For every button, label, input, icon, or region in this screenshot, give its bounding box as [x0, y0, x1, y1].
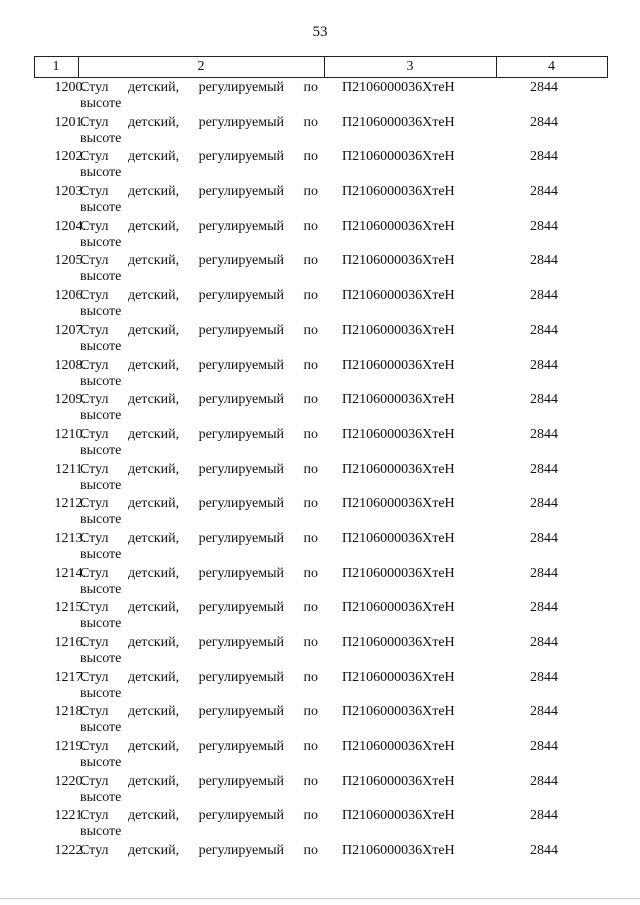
item-name-word: Стул	[80, 635, 109, 650]
item-name-line2: высоте	[80, 304, 122, 320]
item-name-word: детский,	[127, 426, 180, 442]
item-quantity: 2844	[530, 357, 558, 373]
item-name	[80, 670, 318, 702]
item-name-line2: высоте	[80, 338, 122, 354]
item-name-word: Стул	[80, 461, 109, 477]
item-name	[80, 600, 318, 632]
item-name-word: Стул	[80, 426, 109, 442]
item-name-word: по	[303, 669, 318, 685]
item-name-word: детский,	[127, 565, 180, 581]
item-name-word: регулируемый	[198, 773, 284, 789]
table-row	[34, 460, 608, 495]
item-quantity: 2844	[530, 669, 558, 685]
item-name-word: по	[303, 322, 318, 338]
item-name-word: детский,	[127, 530, 180, 546]
item-quantity: 2844	[530, 114, 558, 130]
item-name-word: детский,	[127, 288, 180, 304]
item-name-word: регулируемый	[198, 357, 284, 373]
item-name-word: регулируемый	[198, 461, 284, 477]
item-name	[80, 253, 318, 285]
page-bottom-line	[0, 898, 640, 899]
item-name-word: детский,	[127, 496, 180, 512]
item-name-line2: высоте	[80, 234, 122, 250]
table-row	[34, 772, 608, 807]
table-row	[34, 494, 608, 529]
item-code: П2106000036ХтеН	[342, 669, 455, 685]
table-header	[34, 56, 608, 78]
row-number: 1200.	[54, 80, 86, 95]
table-row	[34, 598, 608, 633]
item-name-word: Стул	[80, 843, 109, 859]
item-name-word: Стул	[80, 392, 109, 408]
item-name-word: по	[303, 288, 318, 304]
item-quantity: 2844	[530, 704, 558, 720]
column-header-2: 2	[197, 59, 205, 74]
item-name	[80, 427, 318, 459]
item-name-word: по	[303, 739, 318, 755]
item-name-line2: высоте	[80, 373, 122, 389]
item-name-word: по	[303, 843, 318, 859]
item-quantity: 2844	[530, 565, 558, 581]
item-code: П2106000036ХтеН	[342, 496, 455, 512]
item-name-word: по	[303, 149, 318, 165]
row-number: 1221.	[54, 808, 86, 824]
row-number: 1214.	[54, 565, 86, 581]
item-code: П2106000036ХтеН	[342, 218, 455, 234]
item-name-word: Стул	[80, 773, 109, 789]
item-name-line2: высоте	[80, 685, 122, 701]
table-body	[34, 78, 608, 876]
item-code: П2106000036ХтеН	[342, 253, 455, 269]
item-quantity: 2844	[530, 843, 558, 859]
item-name-line2: высоте	[80, 789, 122, 805]
item-code: П2106000036ХтеН	[342, 704, 455, 720]
item-name	[80, 149, 318, 181]
item-name-line2: высоте	[80, 720, 122, 736]
item-name-word: регулируемый	[198, 114, 284, 130]
item-name-word: Стул	[80, 565, 109, 581]
item-name	[80, 219, 318, 251]
item-name-word: Стул	[80, 218, 109, 234]
item-quantity: 2844	[530, 288, 558, 304]
item-name-line2: высоте	[80, 616, 122, 632]
row-number: 1204.	[54, 218, 86, 234]
item-name-word: по	[303, 357, 318, 373]
item-name-word: Стул	[80, 739, 109, 755]
item-name-word: Стул	[80, 600, 109, 616]
item-name-word: регулируемый	[198, 496, 284, 512]
item-name-line2: высоте	[80, 546, 122, 562]
table-row	[34, 286, 608, 321]
table-row	[34, 113, 608, 148]
item-name-word: Стул	[80, 288, 109, 304]
item-name	[80, 635, 318, 667]
item-name-word: регулируемый	[198, 426, 284, 442]
item-name-line2: высоте	[80, 512, 122, 528]
table-row	[34, 78, 608, 113]
items-table	[34, 56, 608, 876]
item-name-word: Стул	[80, 357, 109, 373]
item-name-word: Стул	[80, 808, 109, 824]
item-name-line2: высоте	[80, 96, 122, 111]
item-name	[80, 843, 318, 859]
item-name-word: регулируемый	[198, 600, 284, 616]
item-name-word: детский,	[127, 322, 180, 338]
item-name-word: детский,	[127, 80, 180, 95]
item-name-line2: высоте	[80, 651, 122, 666]
item-name-word: регулируемый	[198, 704, 284, 720]
table-row	[34, 182, 608, 217]
item-quantity: 2844	[530, 461, 558, 477]
item-name-word: детский,	[127, 704, 180, 720]
item-code: П2106000036ХтеН	[342, 149, 455, 165]
item-name-word: детский,	[127, 218, 180, 234]
item-name-word: по	[303, 773, 318, 789]
item-name-word: по	[303, 461, 318, 477]
row-number: 1212.	[54, 496, 86, 512]
item-name-word: детский,	[127, 253, 180, 269]
row-number: 1201.	[54, 114, 86, 130]
item-name	[80, 566, 318, 598]
item-name-word: детский,	[127, 357, 180, 373]
row-number: 1205.	[54, 253, 86, 269]
item-quantity: 2844	[530, 392, 558, 408]
item-code: П2106000036ХтеН	[342, 184, 455, 200]
item-name-line2: высоте	[80, 442, 122, 458]
item-name-word: регулируемый	[198, 149, 284, 165]
table-row	[34, 841, 608, 876]
item-name-word: по	[303, 218, 318, 234]
item-code: П2106000036ХтеН	[342, 565, 455, 581]
row-number: 1217.	[54, 669, 86, 685]
item-name	[80, 115, 318, 147]
item-name-line2: высоте	[80, 269, 122, 285]
item-name-word: регулируемый	[198, 565, 284, 581]
item-name-word: Стул	[80, 496, 109, 512]
row-number: 1202.	[54, 149, 86, 165]
item-quantity: 2844	[530, 322, 558, 338]
item-quantity: 2844	[530, 808, 558, 824]
item-quantity: 2844	[530, 635, 558, 650]
item-name-word: по	[303, 635, 318, 650]
item-name-line2: высоте	[80, 755, 122, 771]
item-name-word: регулируемый	[198, 392, 284, 408]
item-code: П2106000036ХтеН	[342, 530, 455, 546]
item-name-word: детский,	[127, 600, 180, 616]
item-name-word: регулируемый	[198, 184, 284, 200]
item-code: П2106000036ХтеН	[342, 426, 455, 442]
item-name-line2: высоте	[80, 824, 122, 840]
item-code: П2106000036ХтеН	[342, 773, 455, 789]
item-name-word: Стул	[80, 80, 109, 95]
column-header-3: 3	[406, 59, 414, 74]
item-name-word: Стул	[80, 322, 109, 338]
item-name-word: Стул	[80, 669, 109, 685]
item-name-word: регулируемый	[198, 808, 284, 824]
item-name-word: по	[303, 184, 318, 200]
item-name-word: Стул	[80, 114, 109, 130]
row-number: 1222.	[54, 843, 86, 859]
item-name-word: по	[303, 426, 318, 442]
item-code: П2106000036ХтеН	[342, 288, 455, 304]
item-code: П2106000036ХтеН	[342, 80, 455, 95]
item-name-word: регулируемый	[198, 288, 284, 304]
item-code: П2106000036ХтеН	[342, 322, 455, 338]
row-number: 1218.	[54, 704, 86, 720]
row-number: 1213.	[54, 530, 86, 546]
row-number: 1220.	[54, 773, 86, 789]
row-number: 1203.	[54, 184, 86, 200]
item-name-word: по	[303, 704, 318, 720]
item-name-word: регулируемый	[198, 635, 284, 650]
item-name-word: детский,	[127, 114, 180, 130]
table-row	[34, 251, 608, 286]
item-name-word: по	[303, 114, 318, 130]
item-name-word: по	[303, 253, 318, 269]
item-code: П2106000036ХтеН	[342, 635, 455, 650]
row-number: 1209.	[54, 392, 86, 408]
item-name	[80, 704, 318, 736]
item-name	[80, 358, 318, 390]
item-name-word: регулируемый	[198, 843, 284, 859]
item-name	[80, 392, 318, 424]
item-name-word: детский,	[127, 669, 180, 685]
item-name-word: по	[303, 565, 318, 581]
item-quantity: 2844	[530, 218, 558, 234]
item-code: П2106000036ХтеН	[342, 600, 455, 616]
row-number: 1206.	[54, 288, 86, 304]
item-name-word: детский,	[127, 773, 180, 789]
item-name-word: регулируемый	[198, 739, 284, 755]
item-name-line2: высоте	[80, 408, 122, 424]
table-row	[34, 356, 608, 391]
item-name-word: детский,	[127, 184, 180, 200]
page-number: 53	[312, 24, 328, 40]
item-name-word: по	[303, 392, 318, 408]
table-row	[34, 633, 608, 668]
row-number: 1216.	[54, 635, 86, 650]
item-code: П2106000036ХтеН	[342, 461, 455, 477]
column-header-4: 4	[548, 59, 555, 74]
item-quantity: 2844	[530, 184, 558, 200]
item-name-line2: высоте	[80, 477, 122, 493]
row-number: 1207.	[54, 322, 86, 338]
item-name	[80, 184, 318, 216]
item-name-word: детский,	[127, 461, 180, 477]
item-name-word: детский,	[127, 149, 180, 165]
item-name-word: по	[303, 80, 318, 95]
row-number: 1219.	[54, 739, 86, 755]
item-name-word: Стул	[80, 253, 109, 269]
item-name	[80, 774, 318, 806]
item-name-line2: высоте	[80, 200, 122, 216]
item-name-word: детский,	[127, 843, 180, 859]
item-name-word: по	[303, 808, 318, 824]
item-name	[80, 739, 318, 771]
table-row	[34, 147, 608, 182]
item-name-word: Стул	[80, 184, 109, 200]
item-name-word: регулируемый	[198, 218, 284, 234]
item-quantity: 2844	[530, 496, 558, 512]
item-name-word: детский,	[127, 392, 180, 408]
item-name-word: по	[303, 530, 318, 546]
item-name-word: регулируемый	[198, 530, 284, 546]
item-name	[80, 80, 318, 112]
row-number: 1211.	[55, 461, 86, 477]
item-quantity: 2844	[530, 253, 558, 269]
item-quantity: 2844	[530, 600, 558, 616]
item-quantity: 2844	[530, 530, 558, 546]
item-quantity: 2844	[530, 773, 558, 789]
item-name-line2: высоте	[80, 581, 122, 597]
table-row	[34, 217, 608, 252]
item-name-word: регулируемый	[198, 80, 284, 95]
table-row	[34, 737, 608, 772]
item-name	[80, 808, 318, 840]
table-row	[34, 529, 608, 564]
item-name-word: детский,	[127, 739, 180, 755]
item-code: П2106000036ХтеН	[342, 739, 455, 755]
item-name	[80, 323, 318, 355]
table-row	[34, 321, 608, 356]
item-code: П2106000036ХтеН	[342, 392, 455, 408]
item-name-word: детский,	[127, 808, 180, 824]
table-row	[34, 806, 608, 841]
item-name-word: Стул	[80, 704, 109, 720]
column-header-1: 1	[52, 59, 60, 74]
table-row	[34, 668, 608, 703]
item-code: П2106000036ХтеН	[342, 114, 455, 130]
table-row	[34, 390, 608, 425]
row-number: 1210.	[54, 426, 86, 442]
item-name	[80, 462, 318, 494]
item-name-word: регулируемый	[198, 322, 284, 338]
table-row	[34, 564, 608, 599]
item-name-line2: высоте	[80, 165, 122, 181]
item-name	[80, 531, 318, 563]
item-quantity: 2844	[530, 80, 558, 95]
table-row	[34, 425, 608, 460]
item-name-word: по	[303, 496, 318, 512]
item-name	[80, 496, 318, 528]
item-name-word: регулируемый	[198, 253, 284, 269]
item-name-word: регулируемый	[198, 669, 284, 685]
item-code: П2106000036ХтеН	[342, 843, 455, 859]
item-quantity: 2844	[530, 149, 558, 165]
item-code: П2106000036ХтеН	[342, 808, 455, 824]
table-row	[34, 702, 608, 737]
item-quantity: 2844	[530, 426, 558, 442]
item-code: П2106000036ХтеН	[342, 357, 455, 373]
item-name-word: детский,	[127, 635, 180, 650]
row-number: 1215.	[54, 600, 86, 616]
item-name-line2: высоте	[80, 130, 122, 146]
item-name-word: Стул	[80, 149, 109, 165]
item-quantity: 2844	[530, 739, 558, 755]
item-name-word: по	[303, 600, 318, 616]
item-name-word: Стул	[80, 530, 109, 546]
item-name	[80, 288, 318, 320]
row-number: 1208.	[54, 357, 86, 373]
